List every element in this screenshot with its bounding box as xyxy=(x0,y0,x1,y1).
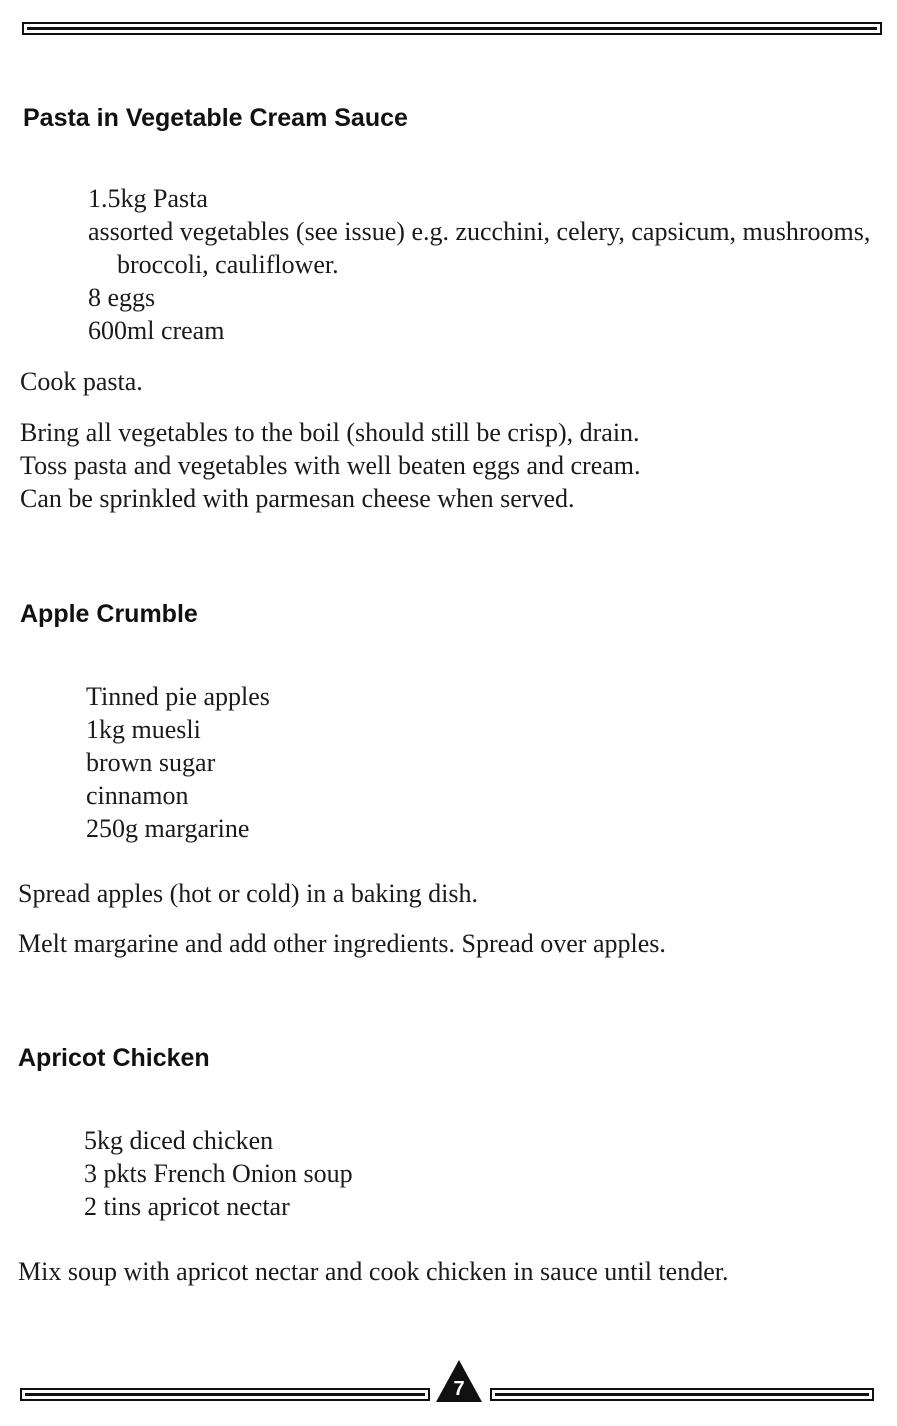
method-line: Can be sprinkled with parmesan cheese when served. xyxy=(20,484,575,513)
method-paragraph xyxy=(18,1255,728,1288)
ingredient-item: 5kg diced chicken xyxy=(84,1126,274,1155)
ingredient-item: Tinned pie apples xyxy=(86,682,270,711)
ingredient-item: cinnamon xyxy=(86,781,189,810)
method-paragraph xyxy=(20,365,143,398)
ingredient-list xyxy=(84,1124,784,1223)
bottom-rule-right xyxy=(490,1388,874,1401)
ingredient-item: 600ml cream xyxy=(88,316,225,345)
method-line: Bring all vegetables to the boil (should still be crisp), drain. xyxy=(20,418,640,447)
ingredient-item: 3 pkts French Onion soup xyxy=(84,1159,353,1188)
top-rule xyxy=(22,22,882,35)
recipe-title: Apricot Chicken xyxy=(18,1044,210,1072)
ingredient-list xyxy=(88,182,878,347)
method-line: Toss pasta and vegetables with well beaten eggs and cream. xyxy=(20,451,641,480)
ingredient-item: 2 tins apricot nectar xyxy=(84,1192,290,1221)
method-line: Cook pasta. xyxy=(20,367,143,396)
ingredient-item: 250g margarine xyxy=(86,814,250,843)
method-paragraph xyxy=(18,927,666,960)
ingredient-list xyxy=(86,680,786,845)
method-paragraph xyxy=(18,877,478,910)
ingredient-item: 8 eggs xyxy=(88,283,156,312)
ingredient-item: 1kg muesli xyxy=(86,715,201,744)
method-line: Spread apples (hot or cold) in a baking dish. xyxy=(18,879,478,908)
bottom-rule-left xyxy=(20,1388,430,1401)
method-line: Melt margarine and add other ingredients. Spread over apples. xyxy=(18,929,666,958)
ingredient-item: 1.5kg Pasta xyxy=(88,184,208,213)
ingredient-item: brown sugar xyxy=(86,748,216,777)
page-number: 7 xyxy=(453,1378,465,1400)
ingredient-item: assorted vegetables (see issue) e.g. zucchini, celery, capsicum, mushrooms, broccoli, cauliflower. xyxy=(88,217,871,279)
recipe-title: Pasta in Vegetable Cream Sauce xyxy=(23,104,408,132)
recipe-title: Apple Crumble xyxy=(20,600,198,628)
method-line: Mix soup with apricot nectar and cook chicken in sauce until tender. xyxy=(18,1257,729,1286)
method-paragraph xyxy=(20,416,641,515)
